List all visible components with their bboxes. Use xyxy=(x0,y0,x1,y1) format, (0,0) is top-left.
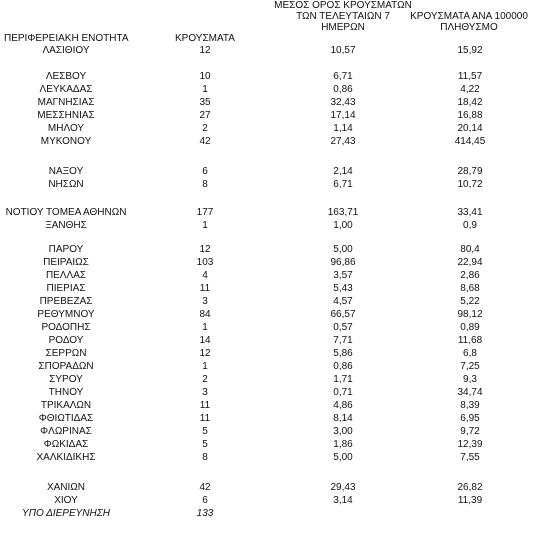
cases-cell: 12 xyxy=(199,348,211,359)
per100k-cell: 6,95 xyxy=(460,413,480,424)
region-cell: ΣΥΡΟΥ xyxy=(49,374,83,385)
per100k-cell: 4,22 xyxy=(460,84,480,95)
region-cell: ΠΙΕΡΙΑΣ xyxy=(46,283,86,294)
region-cell: ΞΑΝΘΗΣ xyxy=(45,220,87,231)
table-row xyxy=(0,439,543,451)
per100k-cell: 20,14 xyxy=(457,123,483,134)
table-row xyxy=(0,207,543,219)
region-cell: ΜΥΚΟΝΟΥ xyxy=(40,136,92,147)
per100k-cell: 33,41 xyxy=(457,207,483,218)
per100k-cell: 7,55 xyxy=(460,452,480,463)
region-cell: ΧΑΝΙΩΝ xyxy=(46,482,86,493)
per100k-cell: 6,8 xyxy=(463,348,477,359)
avg7-cell: 96,86 xyxy=(330,257,356,268)
table-row xyxy=(0,426,543,438)
avg7-cell: 29,43 xyxy=(330,482,356,493)
cases-cell: 1 xyxy=(202,322,208,333)
per100k-cell: 11,57 xyxy=(457,71,483,82)
table-row xyxy=(0,309,543,321)
table-row xyxy=(0,166,543,178)
per100k-cell: 8,68 xyxy=(460,283,480,294)
avg7-cell: 10,57 xyxy=(330,45,356,56)
table-row xyxy=(0,97,543,109)
table-row xyxy=(0,110,543,122)
per100k-cell: 80,4 xyxy=(460,244,480,255)
table-row xyxy=(0,296,543,308)
cases-cell: 11 xyxy=(199,283,211,294)
cases-cell: 1 xyxy=(202,361,208,372)
cases-cell: 6 xyxy=(202,166,208,177)
cases-cell: 6 xyxy=(202,495,208,506)
cases-cell: 1 xyxy=(202,84,208,95)
header-avg7-line3: ΗΜΕΡΩΝ xyxy=(321,22,365,33)
avg7-cell: 5,00 xyxy=(333,244,353,255)
per100k-cell: 12,39 xyxy=(457,439,483,450)
region-cell: ΛΕΥΚΑΔΑΣ xyxy=(39,84,93,95)
table-row xyxy=(0,348,543,360)
region-cell: ΦΘΙΩΤΙΔΑΣ xyxy=(38,413,94,424)
per100k-cell: 26,82 xyxy=(457,482,483,493)
avg7-cell: 3,00 xyxy=(333,426,353,437)
cases-cell: 5 xyxy=(202,426,208,437)
table-row xyxy=(0,374,543,386)
per100k-cell: 8,39 xyxy=(460,400,480,411)
header-per100k-line1: ΚΡΟΥΣΜΑΤΑ ΑΝΑ 100000 xyxy=(410,11,528,22)
cases-cell: 12 xyxy=(199,45,211,56)
table-row xyxy=(0,482,543,494)
per100k-cell: 15,92 xyxy=(457,45,483,56)
region-cell: ΜΑΓΝΗΣΙΑΣ xyxy=(37,97,95,108)
avg7-cell: 3,57 xyxy=(333,270,353,281)
region-cell: ΦΛΩΡΙΝΑΣ xyxy=(40,426,92,437)
avg7-cell: 66,57 xyxy=(330,309,356,320)
avg7-cell: 0,57 xyxy=(333,322,353,333)
region-cell: ΜΕΣΣΗΝΙΑΣ xyxy=(37,110,95,121)
avg7-cell: 27,43 xyxy=(330,136,356,147)
per100k-cell: 98,12 xyxy=(457,309,483,320)
avg7-cell: 6,71 xyxy=(333,71,353,82)
table-row xyxy=(0,413,543,425)
table-row xyxy=(0,84,543,96)
per100k-cell: 2,86 xyxy=(460,270,480,281)
region-cell: ΡΟΔΟΥ xyxy=(48,335,84,346)
avg7-cell: 163,71 xyxy=(327,207,359,218)
avg7-cell: 4,86 xyxy=(333,400,353,411)
cases-cell: 10 xyxy=(199,71,211,82)
avg7-cell: 1,14 xyxy=(333,123,353,134)
per100k-cell: 0,9 xyxy=(463,220,477,231)
per100k-cell: 7,25 xyxy=(460,361,480,372)
region-cell: ΧΑΛΚΙΔΙΚΗΣ xyxy=(36,452,96,463)
table-row xyxy=(0,179,543,191)
header-avg7-line2: ΤΩΝ ΤΕΛΕΥΤΑΙΩΝ 7 xyxy=(296,11,390,22)
region-cell: ΜΗΛΟΥ xyxy=(47,123,85,134)
table-row xyxy=(0,387,543,399)
table-row xyxy=(0,257,543,269)
cases-cell: 12 xyxy=(199,244,211,255)
table-row xyxy=(0,123,543,135)
table-row xyxy=(0,220,543,232)
per100k-cell: 10,72 xyxy=(457,179,483,190)
header-per100k-line2: ΠΛΗΘΥΣΜΟ xyxy=(440,22,498,33)
cases-cell: 84 xyxy=(199,309,211,320)
region-cell: ΠΡΕΒΕΖΑΣ xyxy=(39,296,93,307)
region-cell: ΤΗΝΟΥ xyxy=(48,387,84,398)
table-row xyxy=(0,71,543,83)
region-cell: ΛΑΣΙΘΙΟΥ xyxy=(42,45,90,56)
table-row xyxy=(0,136,543,148)
per100k-cell: 34,74 xyxy=(457,387,483,398)
per100k-cell: 22,94 xyxy=(457,257,483,268)
header-region: ΠΕΡΙΦΕΡΕΙΑΚΗ ΕΝΟΤΗΤΑ xyxy=(4,33,129,44)
avg7-cell: 1,86 xyxy=(333,439,353,450)
region-cell: ΣΕΡΡΩΝ xyxy=(45,348,87,359)
region-cell: ΤΡΙΚΑΛΩΝ xyxy=(40,400,92,411)
avg7-cell: 0,71 xyxy=(333,387,353,398)
table-row xyxy=(0,361,543,373)
table-row xyxy=(0,45,543,57)
table-row xyxy=(0,495,543,507)
cases-cell: 103 xyxy=(196,257,214,268)
region-cell: ΠΑΡΟΥ xyxy=(48,244,84,255)
avg7-cell: 2,14 xyxy=(333,166,353,177)
avg7-cell: 1,00 xyxy=(333,220,353,231)
cases-cell: 11 xyxy=(199,400,211,411)
cases-cell: 27 xyxy=(199,110,211,121)
avg7-cell: 0,86 xyxy=(333,84,353,95)
cases-cell: 14 xyxy=(199,335,211,346)
avg7-cell: 0,86 xyxy=(333,361,353,372)
cases-cell: 133 xyxy=(196,508,214,519)
per100k-cell: 5,22 xyxy=(460,296,480,307)
table-row xyxy=(0,322,543,334)
table-row xyxy=(0,400,543,412)
cases-cell: 8 xyxy=(202,179,208,190)
cases-cell: 8 xyxy=(202,452,208,463)
avg7-cell: 32,43 xyxy=(330,97,356,108)
table-row xyxy=(0,283,543,295)
per100k-cell: 0,89 xyxy=(460,322,480,333)
per100k-cell: 11,39 xyxy=(457,495,483,506)
region-cell: ΝΟΤΙΟΥ ΤΟΜΕΑ ΑΘΗΝΩΝ xyxy=(5,207,127,218)
cases-cell: 11 xyxy=(199,413,211,424)
avg7-cell: 8,14 xyxy=(333,413,353,424)
table-row xyxy=(0,335,543,347)
per100k-cell: 16,88 xyxy=(457,110,483,121)
header-cases: ΚΡΟΥΣΜΑΤΑ xyxy=(175,33,235,44)
region-cell: ΦΩΚΙΔΑΣ xyxy=(43,439,89,450)
cases-cell: 2 xyxy=(202,374,208,385)
cases-cell: 2 xyxy=(202,123,208,134)
cases-cell: 3 xyxy=(202,387,208,398)
avg7-cell: 5,00 xyxy=(333,452,353,463)
avg7-cell: 4,57 xyxy=(333,296,353,307)
table-row xyxy=(0,270,543,282)
avg7-cell: 5,86 xyxy=(333,348,353,359)
region-cell: ΥΠΟ ΔΙΕΡΕΥΝΗΣΗ xyxy=(22,508,110,519)
region-cell: ΠΕΛΛΑΣ xyxy=(45,270,87,281)
cases-cell: 4 xyxy=(202,270,208,281)
avg7-cell: 1,71 xyxy=(333,374,353,385)
avg7-cell: 7,71 xyxy=(333,335,353,346)
region-cell: ΡΟΔΟΠΗΣ xyxy=(41,322,91,333)
cases-cell: 177 xyxy=(196,207,214,218)
avg7-cell: 5,43 xyxy=(333,283,353,294)
per100k-cell: 28,79 xyxy=(457,166,483,177)
cases-cell: 42 xyxy=(199,482,211,493)
region-cell: ΝΗΣΩΝ xyxy=(48,179,84,190)
per100k-cell: 9,72 xyxy=(460,426,480,437)
cases-cell: 35 xyxy=(199,97,211,108)
region-cell: ΡΕΘΥΜΝΟΥ xyxy=(37,309,95,320)
per100k-cell: 18,42 xyxy=(457,97,483,108)
region-cell: ΣΠΟΡΑΔΩΝ xyxy=(38,361,94,372)
cases-cell: 3 xyxy=(202,296,208,307)
per100k-cell: 9,3 xyxy=(463,374,477,385)
table-row xyxy=(0,244,543,256)
table-row xyxy=(0,508,543,520)
cases-cell: 1 xyxy=(202,220,208,231)
avg7-cell: 3,14 xyxy=(333,495,353,506)
avg7-cell: 17,14 xyxy=(330,110,356,121)
region-cell: ΝΑΞΟΥ xyxy=(48,166,84,177)
per100k-cell: 11,68 xyxy=(457,335,483,346)
table-row xyxy=(0,452,543,464)
cases-cell: 42 xyxy=(199,136,211,147)
region-cell: ΠΕΙΡΑΙΩΣ xyxy=(43,257,89,268)
cases-cell: 5 xyxy=(202,439,208,450)
avg7-cell: 6,71 xyxy=(333,179,353,190)
region-cell: ΛΕΣΒΟΥ xyxy=(45,71,87,82)
region-cell: ΧΙΟΥ xyxy=(54,495,78,506)
header-avg7-line1: ΜΕΣΟΣ ΟΡΟΣ ΚΡΟΥΣΜΑΤΩΝ xyxy=(274,0,412,11)
per100k-cell: 414,45 xyxy=(454,136,486,147)
